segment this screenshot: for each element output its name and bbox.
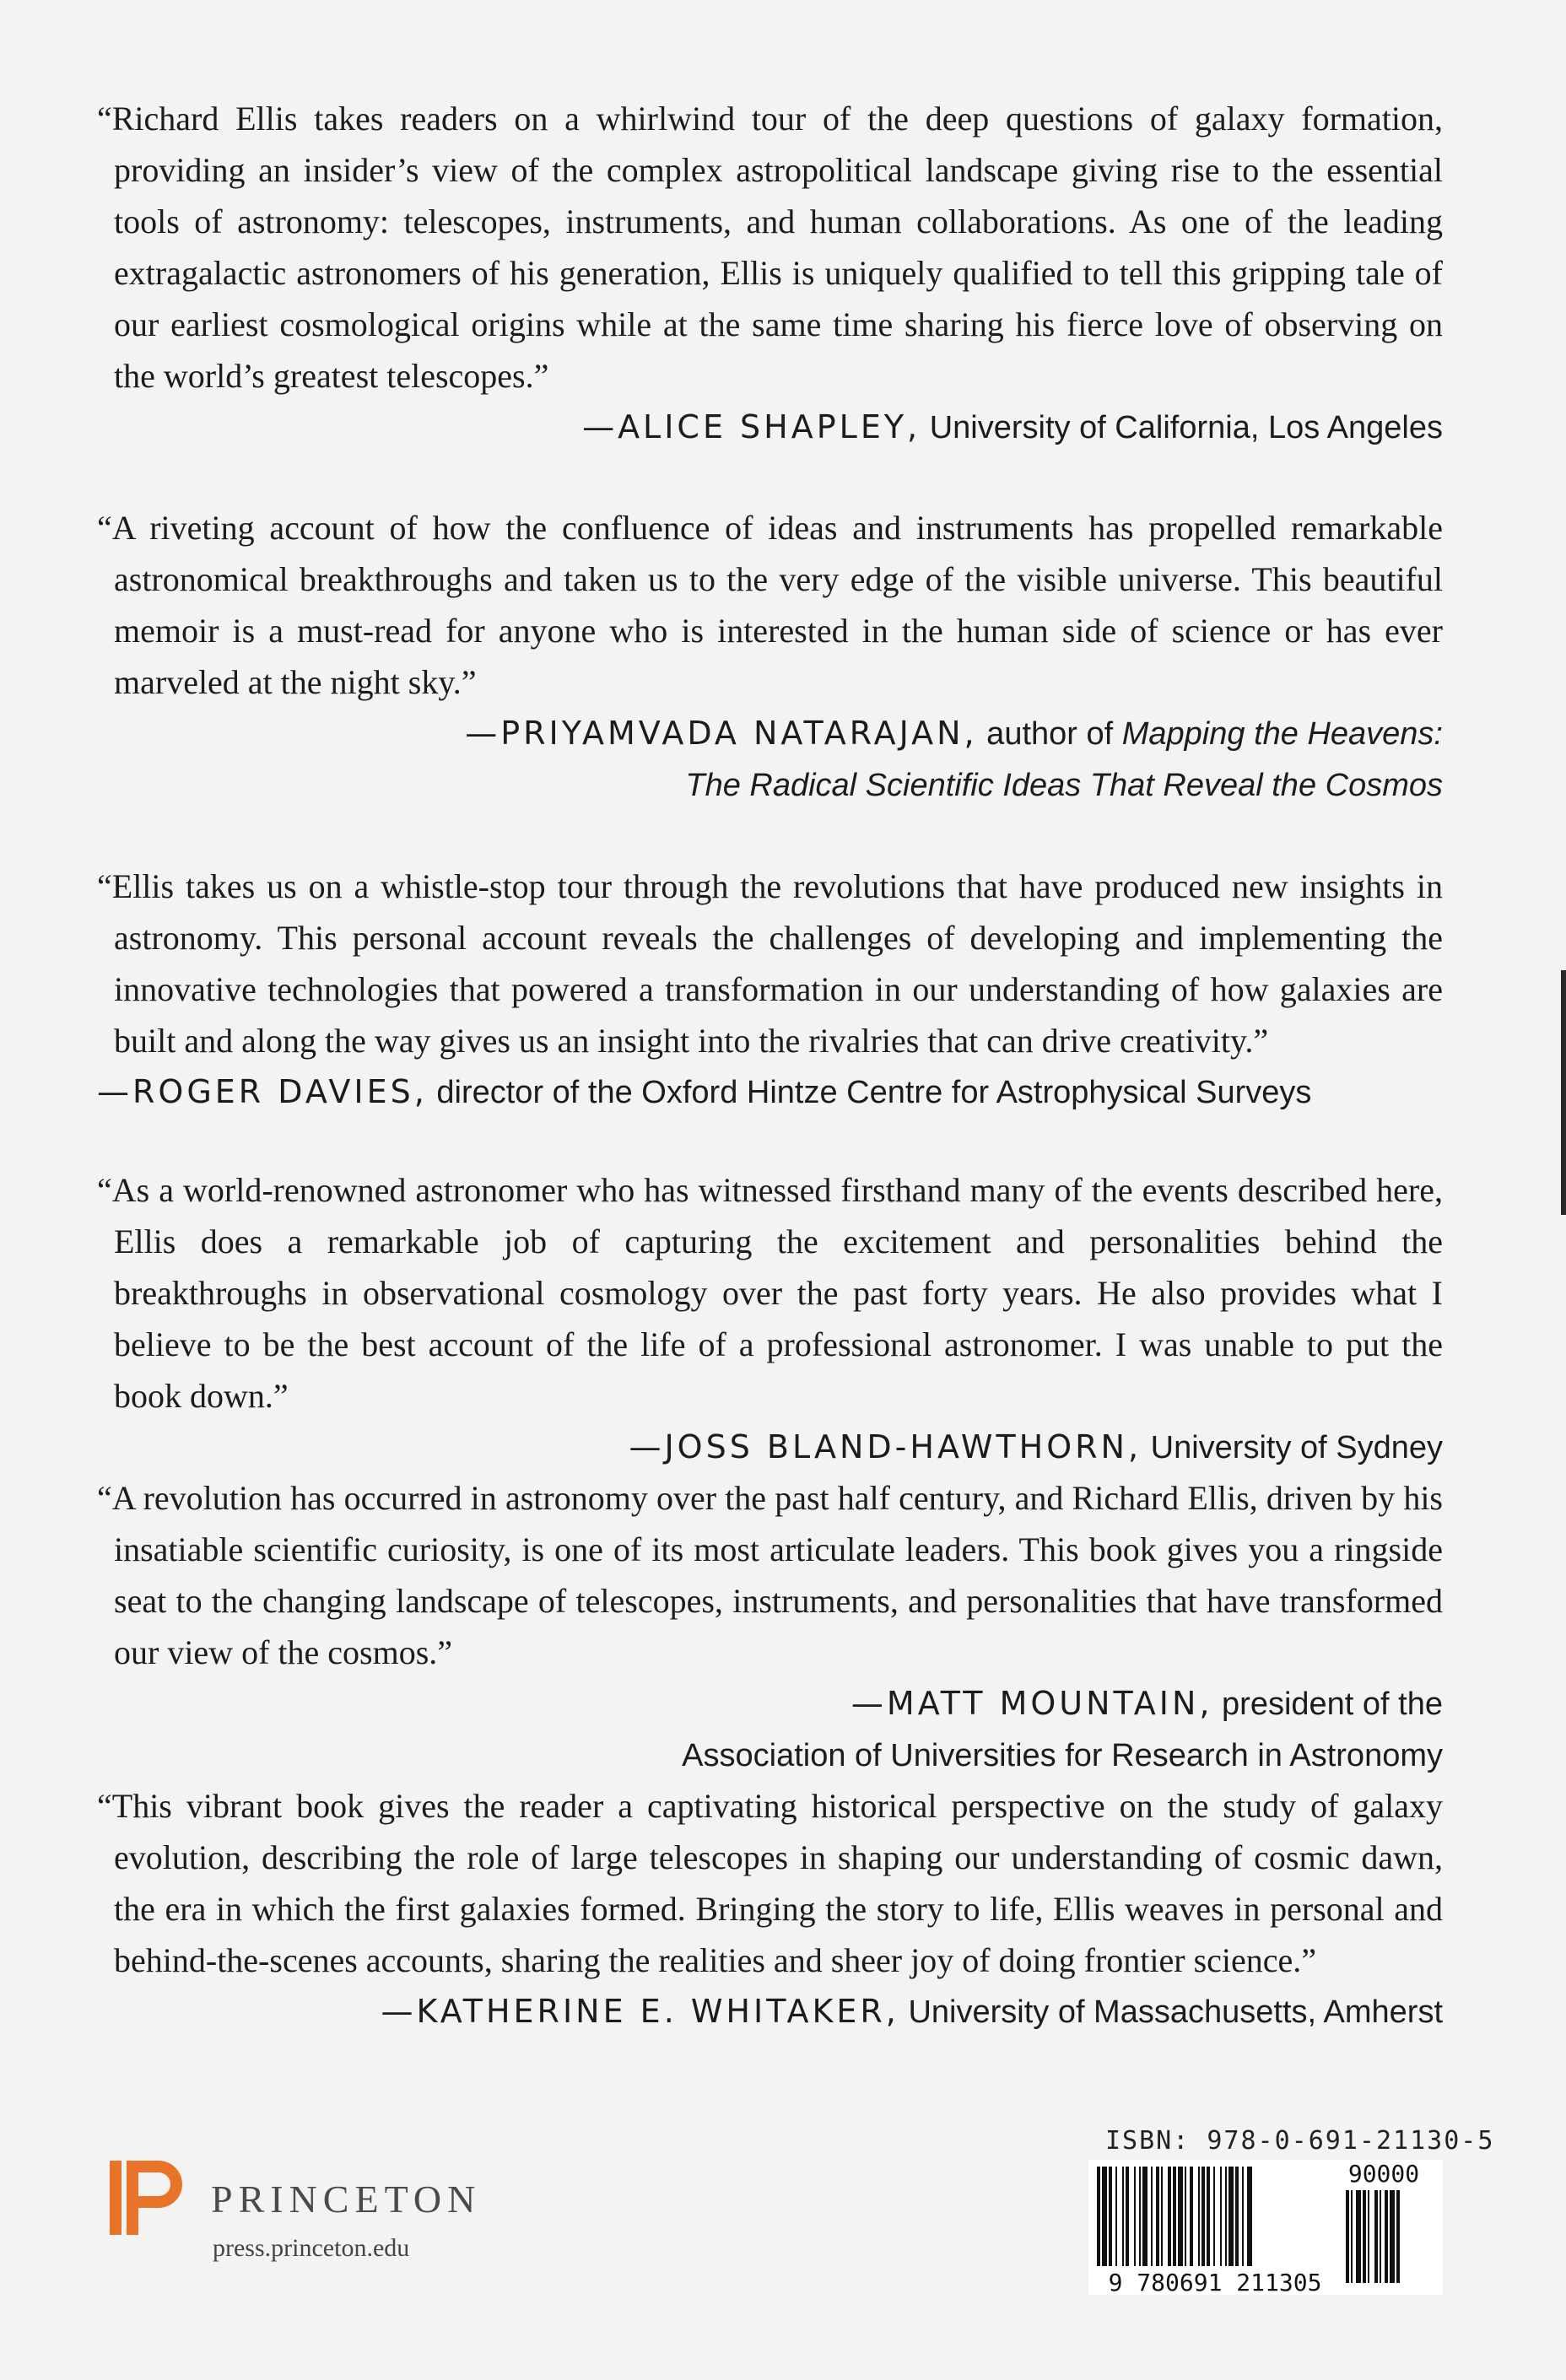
blurb-attribution	[97, 1986, 1443, 2038]
attribution-name: —JOSS BLAND-HAWTHORN,	[629, 1428, 1142, 1465]
attribution-affiliation: director of the Oxford Hintze Centre for Astrophysical Surveys	[427, 1075, 1312, 1110]
blurb-mountain	[97, 1472, 1443, 1782]
attribution-affiliation: University of Massachusetts, Amherst	[899, 1994, 1443, 2030]
attribution-name: —KATHERINE E. WHITAKER,	[381, 1993, 899, 2030]
blurb-shapley	[97, 93, 1443, 454]
publisher-name: PRINCETON	[211, 2178, 482, 2221]
isbn-label: ISBN: 978-0-691-21130-5	[1105, 2126, 1495, 2156]
princeton-logo-icon	[106, 2156, 191, 2240]
blurb-whitaker	[97, 1780, 1443, 2038]
blurb-quote: “A revolution has occurred in astronomy over the past half century, and Richard Ellis, driven by his insatiable scientific curiosity, is one of its most articulate leaders. This book gives you a ringside seat to the changing landscape of telescopes, instruments, and personalities that have transformed our view of the cosmos.”	[97, 1479, 1443, 1671]
blurb-bland-hawthorn	[97, 1164, 1443, 1474]
blurb-attribution-line2	[97, 1730, 1443, 1782]
attribution-affiliation: University of Sydney	[1142, 1430, 1443, 1465]
blurb-quote: “Richard Ellis takes readers on a whirlwind tour of the deep questions of galaxy formation, providing an insider’s view of the complex astropolitical landscape giving rise to the essential tools of astronomy: telescopes, instruments, and human collaborations. As one of the leading extragalactic astronomers of his generation, Ellis is uniquely qualified to tell this gripping tale of our earliest cosmological origins while at the same time sharing his fierce love of observing on the world’s greatest telescopes.”	[97, 100, 1443, 395]
blurb-attribution	[97, 1678, 1443, 1730]
blurb-attribution	[97, 1066, 1443, 1119]
attribution-name: —MATT MOUNTAIN,	[850, 1685, 1213, 1722]
barcode-icon	[1088, 2160, 1443, 2295]
blurb-quote: “Ellis takes us on a whistle-stop tour through the revolutions that have produced new insights in astronomy. This personal account reveals the challenges of developing and implementing the innovative technologies that powered a transformation in our understanding of how galaxies are built and along the way gives us an insight into the rivalries that can drive creativity.”	[97, 867, 1443, 1060]
attribution-work-title: Mapping the Heavens:	[1121, 716, 1443, 752]
blurb-attribution	[97, 402, 1443, 454]
blurb-quote: “As a world-renowned astronomer who has witnessed firsthand many of the events described here, Ellis does a remarkable job of capturing the excitement and personalities behind the breakthroughs in observational cosmology over the past forty years. He also provides what I believe to be the best account of the life of a professional astronomer. I was unable to put the book down.”	[97, 1171, 1443, 1415]
spine-edge-mark	[1561, 970, 1566, 1215]
attribution-name: —ROGER DAVIES,	[97, 1073, 428, 1110]
blurb-attribution	[97, 1422, 1443, 1474]
blurb-quote: “This vibrant book gives the reader a captivating historical perspective on the study of galaxy evolution, describing the role of large telescopes in shaping our understanding of cosmic dawn, the era in which the first galaxies formed. Bringing the story to life, Ellis weaves in personal and behind-the-scenes accounts, sharing the realities and sheer joy of doing frontier science.”	[97, 1787, 1443, 1979]
publisher-url: press.princeton.edu	[213, 2234, 410, 2262]
blurb-natarajan	[97, 502, 1443, 812]
attribution-affiliation: author of	[977, 716, 1122, 752]
blurb-davies	[97, 861, 1443, 1119]
blurb-attribution	[97, 708, 1443, 760]
barcode-digits: 9 780691 211305	[1108, 2269, 1322, 2295]
barcode-price-code: 90000	[1347, 2160, 1420, 2188]
blurb-attribution-line2	[97, 760, 1443, 812]
attribution-affiliation: University of California, Los Angeles	[921, 410, 1443, 445]
blurb-quote: “A riveting account of how the confluence of ideas and instruments has propelled remarkable astronomical breakthroughs and taken us to the very edge of the visible universe. This beautiful memoir is a must-read for anyone who is interested in the human side of science or has ever marveled at the night sky.”	[97, 509, 1443, 701]
attribution-affiliation: president of the	[1212, 1687, 1443, 1722]
attribution-name: —ALICE SHAPLEY,	[582, 408, 921, 445]
attribution-work-subtitle: The Radical Scientific Ideas That Reveal the Cosmos	[685, 768, 1443, 803]
attribution-name: —PRIYAMVADA NATARAJAN,	[465, 715, 978, 752]
attribution-affiliation-line2: Association of Universities for Research in Astronomy	[682, 1738, 1443, 1773]
